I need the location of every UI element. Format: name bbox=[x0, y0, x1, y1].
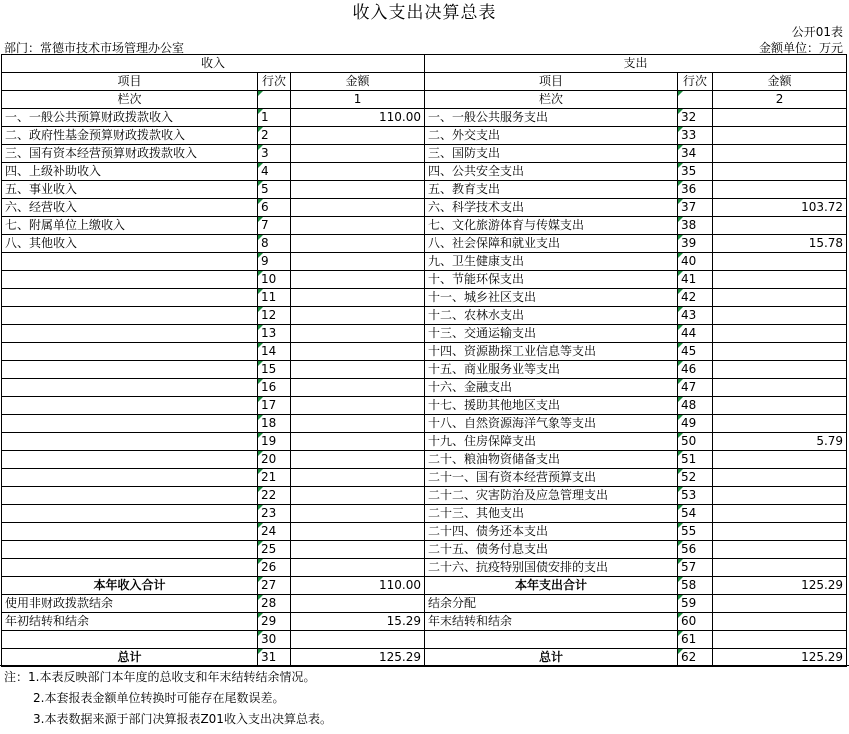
income-summary-amount: 110.00 bbox=[291, 577, 425, 595]
income-summary-row-number: 29 bbox=[258, 613, 291, 631]
income-item: 五、事业收入 bbox=[2, 181, 258, 199]
income-amount bbox=[291, 235, 425, 253]
income-item bbox=[2, 451, 258, 469]
expense-summary-amount: 125.29 bbox=[713, 577, 847, 595]
expense-summary-item: 总计 bbox=[425, 649, 678, 667]
income-amount bbox=[291, 361, 425, 379]
expense-summary-amount bbox=[713, 631, 847, 649]
income-summary-item: 使用非财政拨款结余 bbox=[2, 595, 258, 613]
income-item bbox=[2, 343, 258, 361]
expense-item-header: 项目 bbox=[425, 73, 678, 91]
income-item bbox=[2, 559, 258, 577]
income-item bbox=[2, 289, 258, 307]
table-row bbox=[2, 361, 847, 379]
income-item: 一、一般公共预算财政拨款收入 bbox=[2, 109, 258, 127]
table-row bbox=[2, 199, 847, 217]
income-expense-table bbox=[1, 54, 847, 667]
income-column-blank bbox=[258, 91, 291, 109]
expense-item: 二十四、债务还本支出 bbox=[425, 523, 678, 541]
expense-item: 三、国防支出 bbox=[425, 145, 678, 163]
expense-item: 二、外交支出 bbox=[425, 127, 678, 145]
expense-row-number: 44 bbox=[678, 325, 713, 343]
income-amount bbox=[291, 127, 425, 145]
income-summary-amount bbox=[291, 631, 425, 649]
expense-summary-amount bbox=[713, 613, 847, 631]
expense-row-number: 56 bbox=[678, 541, 713, 559]
table-row bbox=[2, 289, 847, 307]
income-summary-row-number: 31 bbox=[258, 649, 291, 667]
income-amount bbox=[291, 325, 425, 343]
expense-amount bbox=[713, 361, 847, 379]
table-row bbox=[2, 451, 847, 469]
expense-row-number: 35 bbox=[678, 163, 713, 181]
income-item bbox=[2, 415, 258, 433]
income-summary-amount bbox=[291, 595, 425, 613]
table-row bbox=[2, 505, 847, 523]
income-item bbox=[2, 307, 258, 325]
income-summary-row-number: 30 bbox=[258, 631, 291, 649]
income-amount bbox=[291, 343, 425, 361]
expense-amount bbox=[713, 181, 847, 199]
expense-amount bbox=[713, 109, 847, 127]
income-amount bbox=[291, 559, 425, 577]
report-title: 收入支出决算总表 bbox=[352, 3, 497, 23]
expense-item: 十六、金融支出 bbox=[425, 379, 678, 397]
table-row bbox=[2, 145, 847, 163]
expense-item: 二十二、灾害防治及应急管理支出 bbox=[425, 487, 678, 505]
expense-amount bbox=[713, 505, 847, 523]
income-amount bbox=[291, 397, 425, 415]
income-amount bbox=[291, 217, 425, 235]
income-item-header: 项目 bbox=[2, 73, 258, 91]
income-item bbox=[2, 361, 258, 379]
expense-row-number: 33 bbox=[678, 127, 713, 145]
expense-item: 五、教育支出 bbox=[425, 181, 678, 199]
expense-amount bbox=[713, 145, 847, 163]
summary-row bbox=[2, 613, 847, 631]
expense-item: 八、社会保障和就业支出 bbox=[425, 235, 678, 253]
expense-summary-row-number: 58 bbox=[678, 577, 713, 595]
income-item bbox=[2, 325, 258, 343]
expense-row-number: 47 bbox=[678, 379, 713, 397]
income-amount bbox=[291, 289, 425, 307]
table-row bbox=[2, 163, 847, 181]
expense-summary-item: 结余分配 bbox=[425, 595, 678, 613]
expense-item: 一、一般公共服务支出 bbox=[425, 109, 678, 127]
income-amount bbox=[291, 451, 425, 469]
income-row-number: 6 bbox=[258, 199, 291, 217]
expense-summary-item: 年末结转和结余 bbox=[425, 613, 678, 631]
expense-column-label: 栏次 bbox=[425, 91, 678, 109]
expense-row-number: 53 bbox=[678, 487, 713, 505]
income-amount bbox=[291, 523, 425, 541]
table-row bbox=[2, 559, 847, 577]
table-row bbox=[2, 343, 847, 361]
income-item bbox=[2, 397, 258, 415]
summary-row bbox=[2, 577, 847, 595]
expense-item: 十五、商业服务业等支出 bbox=[425, 361, 678, 379]
expense-row-number: 34 bbox=[678, 145, 713, 163]
income-row-number: 13 bbox=[258, 325, 291, 343]
expense-row-number: 42 bbox=[678, 289, 713, 307]
income-row-number: 25 bbox=[258, 541, 291, 559]
income-item bbox=[2, 253, 258, 271]
income-row-number: 3 bbox=[258, 145, 291, 163]
expense-item: 十二、农林水支出 bbox=[425, 307, 678, 325]
form-code: 公开01表 bbox=[791, 25, 843, 39]
note-3: 3.本表数据来源于部门决算报表Z01收入支出决算总表。 bbox=[33, 712, 332, 726]
income-summary-item: 总计 bbox=[2, 649, 258, 667]
income-item bbox=[2, 541, 258, 559]
income-item: 二、政府性基金预算财政拨款收入 bbox=[2, 127, 258, 145]
income-row-number: 15 bbox=[258, 361, 291, 379]
expense-row-number: 55 bbox=[678, 523, 713, 541]
income-amount bbox=[291, 433, 425, 451]
expense-summary-row-number: 60 bbox=[678, 613, 713, 631]
expense-row-number: 49 bbox=[678, 415, 713, 433]
expense-item: 十一、城乡社区支出 bbox=[425, 289, 678, 307]
table-row bbox=[2, 415, 847, 433]
expense-summary-amount bbox=[713, 595, 847, 613]
column-number-row bbox=[2, 91, 847, 109]
income-amount bbox=[291, 253, 425, 271]
income-summary-amount: 15.29 bbox=[291, 613, 425, 631]
expense-amount bbox=[713, 307, 847, 325]
income-row-number: 12 bbox=[258, 307, 291, 325]
expense-item: 二十三、其他支出 bbox=[425, 505, 678, 523]
income-item bbox=[2, 487, 258, 505]
table-row bbox=[2, 307, 847, 325]
table-row bbox=[2, 379, 847, 397]
table-row bbox=[2, 397, 847, 415]
expense-summary-item: 本年支出合计 bbox=[425, 577, 678, 595]
expense-summary-row-number: 59 bbox=[678, 595, 713, 613]
income-item bbox=[2, 271, 258, 289]
income-amount bbox=[291, 469, 425, 487]
expense-row-number: 54 bbox=[678, 505, 713, 523]
income-row-number: 19 bbox=[258, 433, 291, 451]
expense-item: 二十一、国有资本经营预算支出 bbox=[425, 469, 678, 487]
income-row-number: 24 bbox=[258, 523, 291, 541]
income-rowno-header: 行次 bbox=[258, 73, 291, 91]
table-row bbox=[2, 217, 847, 235]
expense-amount bbox=[713, 379, 847, 397]
income-row-number: 20 bbox=[258, 451, 291, 469]
expense-column-blank bbox=[678, 91, 713, 109]
income-row-number: 16 bbox=[258, 379, 291, 397]
expense-item: 二十六、抗疫特别国债安排的支出 bbox=[425, 559, 678, 577]
income-summary-amount: 125.29 bbox=[291, 649, 425, 667]
expense-item: 九、卫生健康支出 bbox=[425, 253, 678, 271]
expense-row-number: 43 bbox=[678, 307, 713, 325]
expense-amount bbox=[713, 343, 847, 361]
column-header-row bbox=[2, 73, 847, 91]
expense-amount bbox=[713, 127, 847, 145]
income-item: 六、经营收入 bbox=[2, 199, 258, 217]
expense-row-number: 45 bbox=[678, 343, 713, 361]
income-item bbox=[2, 523, 258, 541]
income-row-number: 8 bbox=[258, 235, 291, 253]
income-amount bbox=[291, 415, 425, 433]
expense-row-number: 38 bbox=[678, 217, 713, 235]
note-2: 2.本套报表金额单位转换时可能存在尾数误差。 bbox=[33, 691, 285, 705]
table-row bbox=[2, 127, 847, 145]
expense-item: 六、科学技术支出 bbox=[425, 199, 678, 217]
income-column-number: 1 bbox=[291, 91, 425, 109]
expense-amount-header: 金额 bbox=[713, 73, 847, 91]
income-amount bbox=[291, 541, 425, 559]
expense-amount bbox=[713, 541, 847, 559]
income-item: 八、其他收入 bbox=[2, 235, 258, 253]
income-section-header: 收入 bbox=[2, 55, 425, 73]
income-column-label: 栏次 bbox=[2, 91, 258, 109]
expense-rowno-header: 行次 bbox=[678, 73, 713, 91]
income-row-number: 2 bbox=[258, 127, 291, 145]
expense-amount bbox=[713, 163, 847, 181]
summary-row bbox=[2, 649, 847, 667]
income-row-number: 23 bbox=[258, 505, 291, 523]
income-amount-header: 金额 bbox=[291, 73, 425, 91]
table-row bbox=[2, 253, 847, 271]
income-item: 四、上级补助收入 bbox=[2, 163, 258, 181]
income-row-number: 22 bbox=[258, 487, 291, 505]
income-summary-item bbox=[2, 631, 258, 649]
expense-row-number: 36 bbox=[678, 181, 713, 199]
income-row-number: 5 bbox=[258, 181, 291, 199]
expense-row-number: 46 bbox=[678, 361, 713, 379]
expense-amount bbox=[713, 559, 847, 577]
expense-amount bbox=[713, 523, 847, 541]
expense-section-header: 支出 bbox=[425, 55, 847, 73]
income-row-number: 10 bbox=[258, 271, 291, 289]
income-amount bbox=[291, 379, 425, 397]
expense-row-number: 39 bbox=[678, 235, 713, 253]
income-row-number: 9 bbox=[258, 253, 291, 271]
income-item bbox=[2, 469, 258, 487]
expense-item: 十四、资源勘探工业信息等支出 bbox=[425, 343, 678, 361]
income-amount bbox=[291, 505, 425, 523]
summary-row bbox=[2, 595, 847, 613]
table-row bbox=[2, 541, 847, 559]
income-amount bbox=[291, 271, 425, 289]
table-row bbox=[2, 235, 847, 253]
income-row-number: 14 bbox=[258, 343, 291, 361]
expense-item: 二十、粮油物资储备支出 bbox=[425, 451, 678, 469]
table-row bbox=[2, 487, 847, 505]
expense-amount bbox=[713, 397, 847, 415]
expense-row-number: 52 bbox=[678, 469, 713, 487]
income-amount bbox=[291, 307, 425, 325]
income-item: 七、附属单位上缴收入 bbox=[2, 217, 258, 235]
income-row-number: 26 bbox=[258, 559, 291, 577]
amount-unit-label: 金额单位：万元 bbox=[758, 41, 843, 55]
income-item: 三、国有资本经营预算财政拨款收入 bbox=[2, 145, 258, 163]
expense-row-number: 50 bbox=[678, 433, 713, 451]
expense-summary-amount: 125.29 bbox=[713, 649, 847, 667]
expense-item: 十八、自然资源海洋气象等支出 bbox=[425, 415, 678, 433]
table-row bbox=[2, 325, 847, 343]
income-summary-row-number: 28 bbox=[258, 595, 291, 613]
expense-summary-row-number: 62 bbox=[678, 649, 713, 667]
income-row-number: 18 bbox=[258, 415, 291, 433]
expense-amount bbox=[713, 217, 847, 235]
expense-row-number: 40 bbox=[678, 253, 713, 271]
expense-amount bbox=[713, 253, 847, 271]
expense-summary-row-number: 61 bbox=[678, 631, 713, 649]
expense-summary-item bbox=[425, 631, 678, 649]
income-amount bbox=[291, 199, 425, 217]
table-row bbox=[2, 469, 847, 487]
table-row bbox=[2, 523, 847, 541]
income-amount bbox=[291, 487, 425, 505]
table-row bbox=[2, 181, 847, 199]
expense-row-number: 32 bbox=[678, 109, 713, 127]
income-summary-item: 年初结转和结余 bbox=[2, 613, 258, 631]
notes-divider bbox=[0, 665, 849, 666]
income-item bbox=[2, 505, 258, 523]
table-body bbox=[2, 55, 847, 667]
expense-column-number: 2 bbox=[713, 91, 847, 109]
income-row-number: 4 bbox=[258, 163, 291, 181]
note-1: 注：1.本表反映部门本年度的总收支和年末结转结余情况。 bbox=[4, 670, 316, 684]
expense-amount: 5.79 bbox=[713, 433, 847, 451]
expense-row-number: 41 bbox=[678, 271, 713, 289]
expense-item: 十、节能环保支出 bbox=[425, 271, 678, 289]
department-label: 部门：常德市技术市场管理办公室 bbox=[4, 41, 185, 55]
expense-row-number: 57 bbox=[678, 559, 713, 577]
expense-item: 四、公共安全支出 bbox=[425, 163, 678, 181]
income-amount: 110.00 bbox=[291, 109, 425, 127]
expense-amount: 103.72 bbox=[713, 199, 847, 217]
expense-item: 十七、援助其他地区支出 bbox=[425, 397, 678, 415]
income-row-number: 7 bbox=[258, 217, 291, 235]
summary-row bbox=[2, 631, 847, 649]
expense-item: 十三、交通运输支出 bbox=[425, 325, 678, 343]
expense-amount bbox=[713, 289, 847, 307]
income-amount bbox=[291, 181, 425, 199]
income-amount bbox=[291, 163, 425, 181]
expense-row-number: 51 bbox=[678, 451, 713, 469]
income-row-number: 17 bbox=[258, 397, 291, 415]
expense-row-number: 37 bbox=[678, 199, 713, 217]
income-summary-item: 本年收入合计 bbox=[2, 577, 258, 595]
income-item bbox=[2, 433, 258, 451]
expense-row-number: 48 bbox=[678, 397, 713, 415]
expense-amount bbox=[713, 469, 847, 487]
income-row-number: 21 bbox=[258, 469, 291, 487]
income-summary-row-number: 27 bbox=[258, 577, 291, 595]
expense-amount bbox=[713, 325, 847, 343]
income-amount bbox=[291, 145, 425, 163]
expense-item: 二十五、债务付息支出 bbox=[425, 541, 678, 559]
income-row-number: 1 bbox=[258, 109, 291, 127]
expense-item: 十九、住房保障支出 bbox=[425, 433, 678, 451]
table-row bbox=[2, 433, 847, 451]
expense-amount bbox=[713, 271, 847, 289]
table-row bbox=[2, 271, 847, 289]
income-item bbox=[2, 379, 258, 397]
section-header-row bbox=[2, 55, 847, 73]
expense-amount bbox=[713, 415, 847, 433]
expense-amount: 15.78 bbox=[713, 235, 847, 253]
table-row bbox=[2, 109, 847, 127]
income-row-number: 11 bbox=[258, 289, 291, 307]
expense-amount bbox=[713, 451, 847, 469]
notes bbox=[0, 667, 849, 730]
expense-amount bbox=[713, 487, 847, 505]
expense-item: 七、文化旅游体育与传媒支出 bbox=[425, 217, 678, 235]
